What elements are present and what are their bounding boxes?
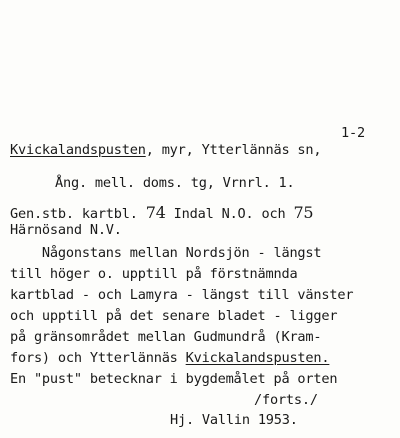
map-reference-line [10, 205, 313, 222]
headword-repeat: Kvickalandspusten. [185, 350, 330, 366]
map-reference-line-2: Härnösand N.V. [10, 222, 122, 238]
signature: Hj. Vallin 1953. [170, 412, 298, 428]
map-sheet-number-1: 74 [145, 203, 166, 222]
body-line-5: på gränsområdet mellan Gudmundrå (Kram- [10, 329, 322, 345]
headline-rest: , myr, Ytterlännäs sn, [145, 142, 322, 158]
body-line-4: och upptill på det senare bladet - ligger [10, 308, 338, 324]
body-line-6 [10, 350, 329, 366]
court-district-line: Ång. mell. doms. tg, Vrnrl. 1. [55, 175, 295, 191]
map-sheet-number-2: 75 [293, 203, 314, 222]
card-number: 1-2 [341, 125, 365, 141]
continued-note: /forts./ [254, 392, 318, 408]
map-ref-text-a: Gen.stb. kartbl. [10, 206, 146, 222]
body-line-1: Någonstans mellan Nordsjön - längst [10, 245, 322, 261]
map-ref-text-b: Indal N.O. och [165, 206, 294, 222]
body-line-3: kartblad - och Lamyra - längst till vänster [10, 287, 354, 303]
headword: Kvickalandspusten [10, 142, 146, 158]
body-line-2: till höger o. upptill på förstnämnda [10, 266, 298, 282]
body-line-7: En "pust" betecknar i bygdemålet på orten [10, 371, 338, 387]
headline [10, 142, 321, 158]
body-line-6-text: fors) och Ytterlännäs [10, 350, 186, 366]
